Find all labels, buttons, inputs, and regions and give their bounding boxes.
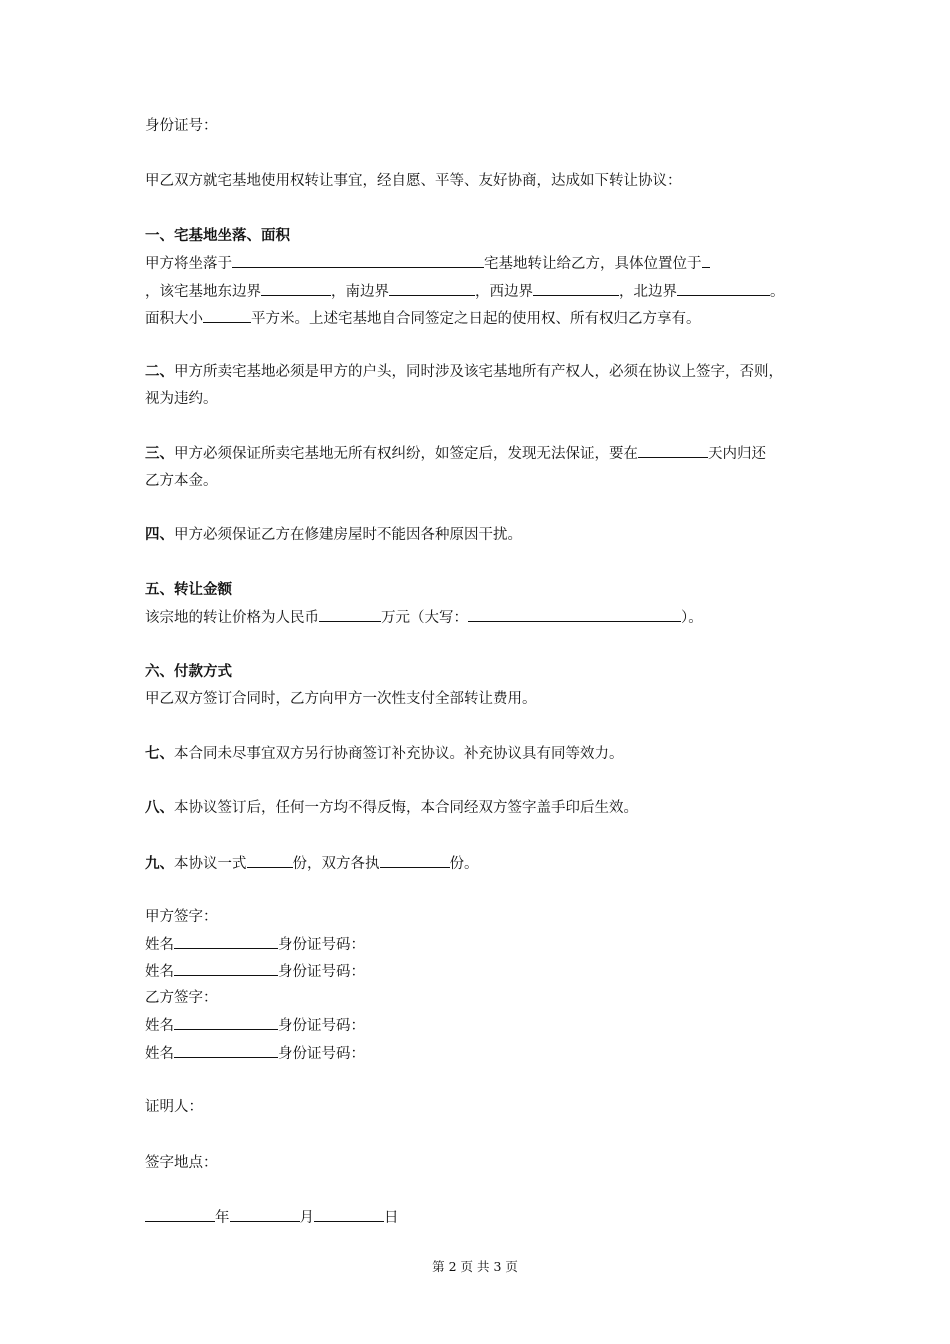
section-2-number: 二、 (145, 363, 174, 380)
name-blank (174, 961, 278, 976)
id-number-label: 身份证号： (145, 118, 218, 134)
party-a-signer-1 (145, 934, 365, 955)
section-2-line-1 (145, 362, 783, 382)
east-boundary-blank (261, 281, 331, 296)
id-number-label: 身份证号码： (278, 964, 365, 980)
s9-text: 份。 (449, 856, 479, 872)
s3-text: 天内归还 (708, 446, 766, 462)
s5-text: 该宗地的转让价格为人民币 (145, 610, 319, 626)
days-blank (638, 443, 708, 458)
id-number-label: 身份证号码： (278, 1046, 365, 1062)
section-8-number: 八、 (145, 799, 174, 816)
s3-text: 甲方必须保证所卖宅基地无所有权纠纷，如签定后，发现无法保证，要在 (174, 446, 638, 462)
s2-text: 甲方所卖宅基地必须是甲方的户头，同时涉及该宅基地所有产权人，必须在协议上签字，否则， (174, 364, 783, 380)
area-blank (203, 308, 251, 323)
section-6-line: 甲乙双方签订合同时，乙方向甲方一次性支付全部转让费用。 (145, 691, 537, 707)
s5-text: ）。 (681, 610, 703, 626)
price-blank (319, 607, 381, 622)
s7-text: 本合同未尽事宜双方另行协商签订补充协议。补充协议具有同等效力。 (174, 746, 624, 762)
section-2-line-2: 视为违约。 (145, 391, 218, 407)
s1-text: 平方米。上述宅基地自合同签定之日起的使用权、所有权归乙方享有。 (251, 311, 701, 327)
page-number: 第 2 页 共 3 页 (432, 1259, 518, 1274)
s9-text: 本协议一式 (174, 856, 247, 872)
section-6-title: 六、付款方式 (145, 663, 232, 680)
s8-text: 本协议签订后，任何一方均不得反悔，本合同经双方签字盖手印后生效。 (174, 800, 638, 816)
preamble: 甲乙双方就宅基地使用权转让事宜，经自愿、平等、友好协商，达成如下转让协议： (145, 173, 682, 189)
section-3-line-1 (145, 443, 766, 464)
section-9-line (145, 853, 479, 874)
section-7-number: 七、 (145, 745, 174, 762)
s1-text: ，北边界 (619, 284, 677, 300)
section-5-line (145, 607, 703, 628)
section-3-number: 三、 (145, 445, 174, 462)
s1-text: 面积大小 (145, 311, 203, 327)
s1-text: 宅基地转让给乙方，具体位置位于 (484, 256, 702, 272)
id-number-label: 身份证号码： (278, 937, 365, 953)
s1-text: ，西边界 (475, 284, 533, 300)
name-label: 姓名 (145, 964, 174, 980)
section-1-line-3 (145, 308, 701, 329)
party-b-signer-1 (145, 1015, 365, 1036)
year-label: 年 (215, 1210, 230, 1226)
name-blank (174, 934, 278, 949)
month-label: 月 (299, 1210, 314, 1226)
party-b-signature-label: 乙方签字： (145, 990, 218, 1006)
south-boundary-blank (389, 281, 475, 296)
day-blank (314, 1207, 384, 1222)
s1-text: ，该宅基地东边界 (145, 284, 261, 300)
party-a-signature-label: 甲方签字： (145, 909, 218, 925)
s5-text: 万元（大写： (381, 610, 468, 626)
name-blank (174, 1043, 278, 1058)
copies-total-blank (247, 853, 293, 868)
party-b-signer-2 (145, 1043, 365, 1064)
year-blank (145, 1207, 215, 1222)
day-label: 日 (384, 1210, 399, 1226)
section-8-line (145, 798, 638, 818)
section-1-line-2 (145, 281, 785, 302)
s4-text: 甲方必须保证乙方在修建房屋时不能因各种原因干扰。 (174, 527, 522, 543)
id-number-label: 身份证号码： (278, 1018, 365, 1034)
signing-place-label: 签字地点： (145, 1155, 218, 1171)
section-4-number: 四、 (145, 526, 174, 543)
s1-text: ，南边界 (331, 284, 389, 300)
west-boundary-blank (533, 281, 619, 296)
section-1-line-1 (145, 253, 710, 274)
s1-text: 。 (770, 284, 785, 300)
section-7-line (145, 744, 624, 764)
position-blank (702, 253, 710, 268)
party-a-signer-2 (145, 961, 365, 982)
name-blank (174, 1015, 278, 1030)
name-label: 姓名 (145, 1018, 174, 1034)
s1-text: 甲方将坐落于 (145, 256, 232, 272)
s9-text: 份，双方各执 (292, 856, 380, 872)
copies-each-blank (380, 853, 450, 868)
witness-label: 证明人： (145, 1099, 203, 1115)
name-label: 姓名 (145, 937, 174, 953)
section-1-title: 一、宅基地坐落、面积 (145, 227, 290, 244)
month-blank (230, 1207, 300, 1222)
section-5-title: 五、转让金额 (145, 581, 232, 598)
location-blank (232, 253, 484, 268)
date-line (145, 1207, 399, 1228)
section-4-line (145, 525, 522, 545)
price-in-words-blank (468, 607, 681, 622)
section-3-line-2: 乙方本金。 (145, 473, 218, 489)
name-label: 姓名 (145, 1046, 174, 1062)
section-9-number: 九、 (145, 855, 174, 872)
north-boundary-blank (677, 281, 770, 296)
